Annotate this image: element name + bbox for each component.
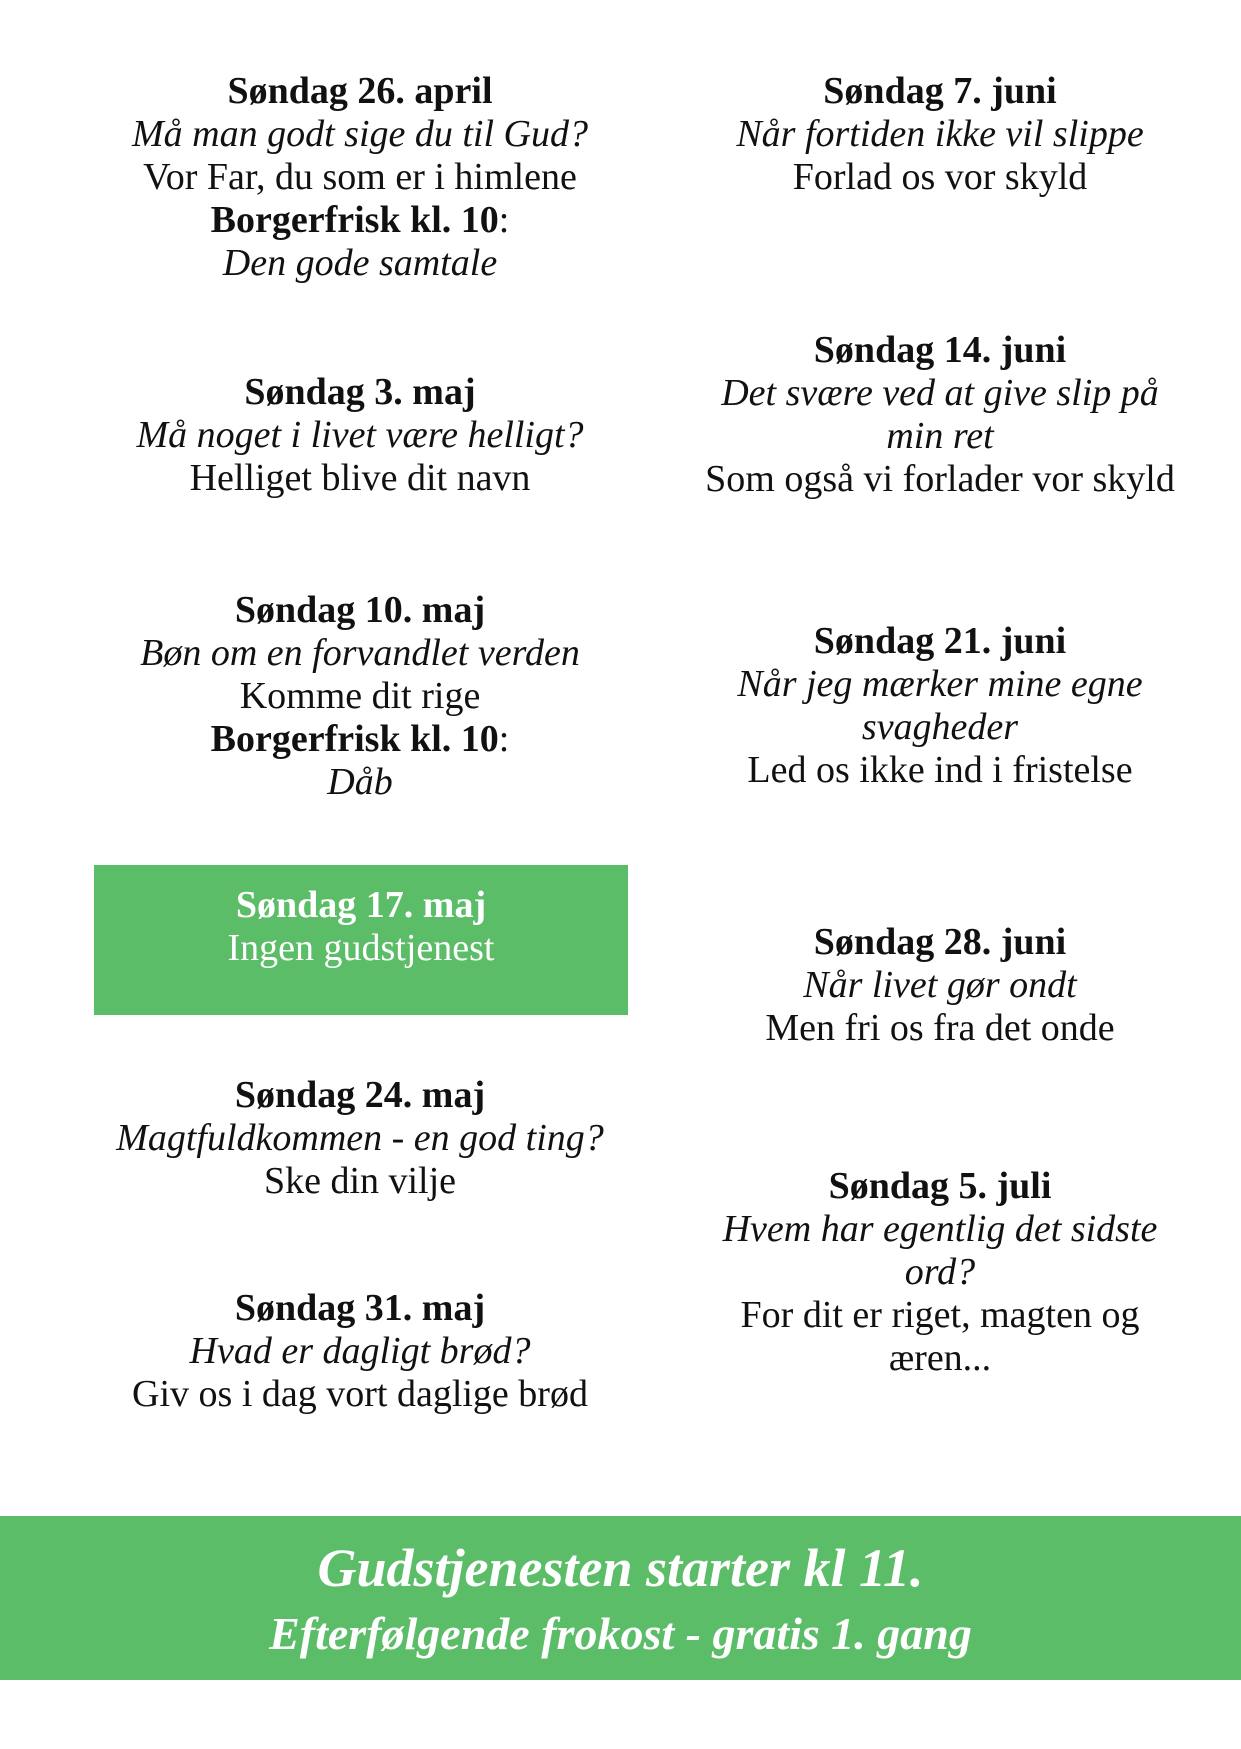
service-entry-7-juni bbox=[660, 70, 1220, 199]
service-entry-26-april bbox=[90, 70, 630, 285]
service-prayer-line: Vor Far, du som er i himlene bbox=[143, 156, 577, 198]
service-theme: Bøn om en forvandlet verden bbox=[140, 632, 580, 674]
borgerfrisk-label: Borgerfrisk kl. 10 bbox=[210, 199, 499, 241]
highlight-date: Søndag 17. maj bbox=[235, 884, 487, 926]
service-entry-5-juli bbox=[660, 1165, 1220, 1380]
service-theme-line-2: min ret bbox=[886, 415, 994, 457]
service-theme: Må noget i livet være helligt? bbox=[136, 414, 584, 456]
borgerfrisk-topic: Dåb bbox=[327, 761, 393, 803]
service-date: Søndag 5. juli bbox=[828, 1165, 1052, 1207]
borgerfrisk-topic: Den gode samtale bbox=[222, 242, 498, 284]
service-theme: Når fortiden ikke vil slippe bbox=[736, 113, 1144, 155]
service-theme-line-1: Hvem har egentlig det sidste bbox=[722, 1208, 1158, 1250]
service-prayer-line: Ske din vilje bbox=[263, 1160, 457, 1202]
service-entry-31-maj bbox=[90, 1287, 630, 1416]
service-entry-10-maj bbox=[90, 589, 630, 804]
service-theme-line-2: svagheder bbox=[861, 706, 1019, 748]
service-date: Søndag 7. juni bbox=[823, 70, 1057, 112]
service-theme-line-1: Når jeg mærker mine egne bbox=[737, 663, 1143, 705]
service-prayer-line: Forlad os vor skyld bbox=[792, 156, 1088, 198]
footer-start-time: Gudstjenesten starter kl 11. bbox=[317, 1538, 924, 1598]
service-date: Søndag 14. juni bbox=[813, 329, 1067, 371]
borgerfrisk-label: Borgerfrisk kl. 10 bbox=[210, 718, 499, 760]
service-entry-28-juni bbox=[660, 921, 1220, 1050]
service-prayer-line: Led os ikke ind i fristelse bbox=[747, 749, 1133, 791]
service-prayer-line: Helliget blive dit navn bbox=[189, 457, 531, 499]
service-entry-14-juni bbox=[660, 329, 1220, 501]
service-entry-21-juni bbox=[660, 620, 1220, 792]
borgerfrisk-colon: : bbox=[498, 718, 510, 760]
no-service-highlight-box bbox=[94, 865, 628, 1015]
service-prayer-line: Men fri os fra det onde bbox=[765, 1007, 1115, 1049]
service-theme-line-1: Det svære ved at give slip på bbox=[721, 372, 1159, 414]
service-prayer-line: Som også vi forlader vor skyld bbox=[705, 458, 1175, 500]
service-theme: Hvad er dagligt brød? bbox=[189, 1330, 531, 1372]
service-date: Søndag 10. maj bbox=[234, 589, 486, 631]
service-date: Søndag 21. juni bbox=[813, 620, 1067, 662]
service-date: Søndag 26. april bbox=[227, 70, 493, 112]
service-theme-line-2: ord? bbox=[904, 1251, 976, 1293]
footer-banner bbox=[0, 1516, 1241, 1680]
service-entry-3-maj bbox=[90, 371, 630, 500]
service-prayer-line: Giv os i dag vort daglige brød bbox=[132, 1373, 588, 1415]
service-date: Søndag 31. maj bbox=[234, 1287, 486, 1329]
service-prayer-line-1: For dit er riget, magten og bbox=[740, 1294, 1140, 1336]
borgerfrisk-colon: : bbox=[498, 199, 510, 241]
service-theme: Må man godt sige du til Gud? bbox=[132, 113, 588, 155]
service-prayer-line: Komme dit rige bbox=[239, 675, 481, 717]
borgerfrisk-line bbox=[90, 199, 630, 242]
service-entry-24-maj bbox=[90, 1074, 630, 1203]
highlight-note: Ingen gudstjenest bbox=[227, 927, 495, 969]
borgerfrisk-line bbox=[90, 718, 630, 761]
service-date: Søndag 24. maj bbox=[234, 1074, 486, 1116]
service-date: Søndag 3. maj bbox=[244, 371, 476, 413]
footer-lunch-note: Efterfølgende frokost - gratis 1. gang bbox=[269, 1608, 972, 1659]
service-theme: Når livet gør ondt bbox=[803, 964, 1077, 1006]
service-prayer-line-2: æren... bbox=[888, 1337, 992, 1379]
service-date: Søndag 28. juni bbox=[813, 921, 1067, 963]
service-theme: Magtfuldkommen - en god ting? bbox=[116, 1117, 604, 1159]
